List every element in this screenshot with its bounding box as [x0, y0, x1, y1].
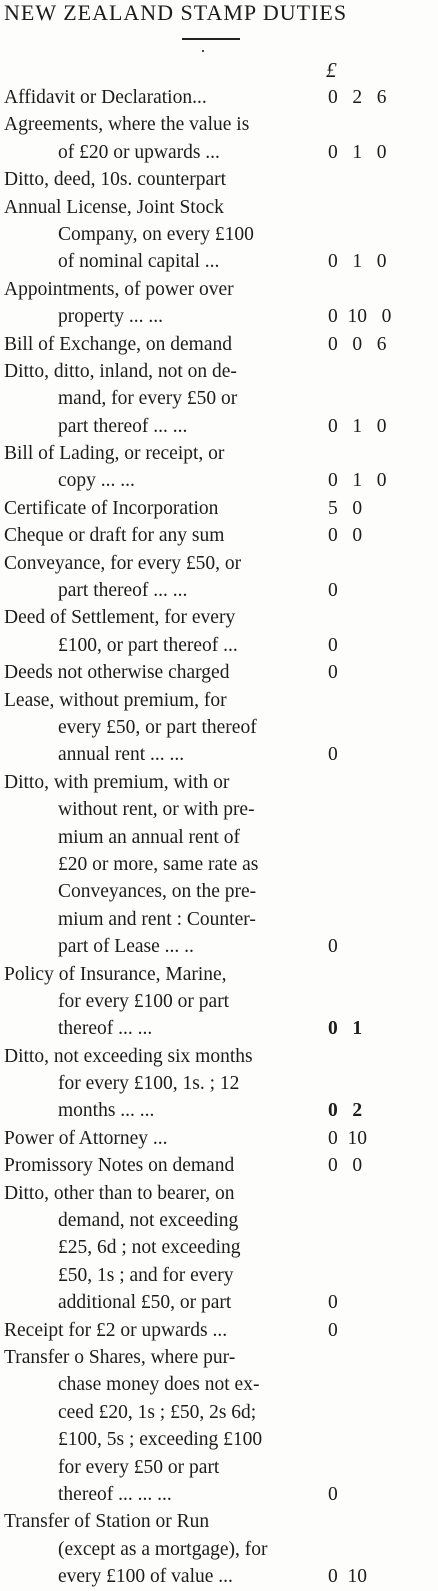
schedule-line — [0, 577, 438, 604]
schedule-line — [0, 1152, 438, 1179]
schedule-line-amount: 0 — [328, 1292, 338, 1314]
schedule-line — [0, 961, 438, 988]
schedule-line-text: ceed £20, 1s ; £50, 2s 6d; — [58, 1401, 257, 1423]
schedule-line — [0, 824, 438, 851]
schedule-line-text: Policy of Insurance, Marine, — [4, 963, 227, 985]
schedule-line — [0, 933, 438, 960]
schedule-line — [0, 358, 438, 385]
schedule-line-text: demand, not exceeding — [58, 1210, 239, 1232]
schedule-line — [0, 1344, 438, 1371]
schedule-line-text: part thereof ... ... — [58, 415, 188, 437]
schedule-line — [0, 385, 438, 412]
schedule-line-amount: 0 10 — [328, 1566, 367, 1588]
schedule-line-amount: 0 — [328, 580, 338, 602]
schedule-line — [0, 1426, 438, 1453]
schedule-line — [0, 1508, 438, 1535]
schedule-line — [0, 303, 438, 330]
schedule-line — [0, 1289, 438, 1316]
schedule-line-text: Ditto, deed, 10s. counterpart — [4, 169, 227, 191]
schedule-line-text: mand, for every £50 or — [58, 388, 238, 410]
schedule-line-text: months ... ... — [58, 1100, 155, 1122]
schedule-line-text: for every £50 or part — [58, 1456, 220, 1478]
schedule-line-text: mium an annual rent of — [58, 826, 240, 848]
schedule-line-text: additional £50, or part — [58, 1292, 232, 1314]
schedule-line-text: of £20 or upwards ... — [58, 141, 220, 163]
schedule-line — [0, 1097, 438, 1124]
schedule-line — [0, 1043, 438, 1070]
schedule-line-text: copy ... ... — [58, 470, 135, 492]
ornament-dot — [202, 50, 204, 52]
schedule-line-text: £20 or more, same rate as — [58, 853, 259, 875]
schedule-line-text: Affidavit or Declaration... — [4, 87, 207, 108]
schedule-line-amount: 0 2 6 — [328, 87, 387, 108]
schedule-line-text: Company, on every £100 — [58, 223, 254, 245]
schedule-line — [0, 1317, 438, 1344]
schedule-line-text: of nominal capital ... — [58, 251, 220, 273]
schedule-line — [0, 550, 438, 577]
duty-schedule — [0, 84, 438, 1590]
schedule-line — [0, 1563, 438, 1590]
page-title: NEW ZEALAND STAMP DUTIES — [4, 0, 348, 25]
schedule-line — [0, 248, 438, 275]
schedule-line-amount: 0 — [328, 1483, 338, 1505]
schedule-line-amount: 0 — [328, 744, 338, 766]
schedule-line — [0, 1481, 438, 1508]
schedule-line-text: Certificate of Incorporation — [4, 497, 219, 519]
schedule-line-amount: 0 0 6 — [328, 333, 387, 355]
schedule-line-text: Bill of Lading, or receipt, or — [4, 443, 225, 465]
schedule-line — [0, 796, 438, 823]
schedule-line — [0, 1262, 438, 1289]
schedule-line-amount: 0 2 — [328, 1100, 363, 1122]
schedule-line-text: Receipt for £2 or upwards ... — [4, 1319, 228, 1341]
schedule-line — [0, 194, 438, 221]
schedule-line-text: Bill of Exchange, on demand — [4, 333, 232, 355]
schedule-line — [0, 878, 438, 905]
schedule-line-text: Ditto, other than to bearer, on — [4, 1182, 235, 1204]
schedule-line — [0, 604, 438, 631]
schedule-line — [0, 632, 438, 659]
schedule-line — [0, 1234, 438, 1261]
schedule-line-text: Deed of Settlement, for every — [4, 607, 236, 629]
schedule-line-text: Conveyances, on the pre- — [58, 881, 257, 903]
schedule-line-text: every £50, or part thereof — [58, 716, 257, 738]
schedule-line — [0, 1536, 438, 1563]
schedule-line — [0, 714, 438, 741]
schedule-line-text: Appointments, of power over — [4, 278, 234, 300]
schedule-line-amount: 0 — [328, 1319, 338, 1341]
schedule-line-text: Conveyance, for every £50, or — [4, 552, 242, 574]
schedule-line — [0, 741, 438, 768]
schedule-line-text: £100, or part thereof ... — [58, 634, 238, 656]
schedule-line — [0, 1207, 438, 1234]
schedule-line-amount: 0 0 — [328, 1155, 363, 1177]
schedule-line-text: £100, 5s ; exceeding £100 — [58, 1429, 263, 1451]
schedule-line-text: for every £100, 1s. ; 12 — [58, 1073, 240, 1095]
schedule-line-text: (except as a mortgage), for — [58, 1538, 268, 1560]
schedule-line — [0, 1454, 438, 1481]
schedule-line — [0, 659, 438, 686]
schedule-line-text: thereof ... ... — [58, 1018, 153, 1040]
schedule-line-amount: 5 0 — [328, 497, 363, 519]
schedule-line-text: property ... ... — [58, 306, 164, 328]
schedule-line — [0, 413, 438, 440]
schedule-line-text: £50, 1s ; and for every — [58, 1264, 234, 1286]
currency-header: £ — [326, 58, 337, 82]
schedule-line-text: annual rent ... ... — [58, 744, 185, 766]
schedule-line — [0, 1070, 438, 1097]
schedule-line-amount: 0 0 — [328, 525, 363, 547]
schedule-line-text: Agreements, where the value is — [4, 114, 250, 136]
schedule-line — [0, 166, 438, 193]
schedule-line-text: every £100 of value ... — [58, 1566, 233, 1588]
schedule-line-text: Annual License, Joint Stock — [4, 196, 224, 218]
schedule-line-text: part thereof ... ... — [58, 580, 188, 602]
schedule-line-text: Transfer o Shares, where pur- — [4, 1346, 236, 1368]
schedule-line — [0, 467, 438, 494]
schedule-line — [0, 906, 438, 933]
schedule-line-text: chase money does not ex- — [58, 1374, 260, 1396]
schedule-line-text: Promissory Notes on demand — [4, 1155, 235, 1177]
schedule-line-text: for every £100 or part — [58, 990, 230, 1012]
schedule-line-text: Power of Attorney ... — [4, 1127, 168, 1149]
schedule-line-amount: 0 10 — [328, 1127, 367, 1149]
schedule-line — [0, 440, 438, 467]
schedule-line — [0, 84, 438, 111]
schedule-line-amount: 0 1 0 — [328, 251, 387, 273]
schedule-line-amount: 0 — [328, 936, 338, 958]
schedule-line — [0, 851, 438, 878]
schedule-line — [0, 276, 438, 303]
schedule-line — [0, 988, 438, 1015]
schedule-line-text: Transfer of Station or Run — [4, 1511, 210, 1533]
schedule-line — [0, 1015, 438, 1042]
schedule-line-text: Cheque or draft for any sum — [4, 525, 225, 547]
schedule-line — [0, 769, 438, 796]
schedule-line-amount: 0 1 0 — [328, 415, 387, 437]
schedule-line — [0, 139, 438, 166]
schedule-line-text: without rent, or with pre- — [58, 799, 255, 821]
schedule-line-amount: 0 — [328, 662, 338, 684]
schedule-line-text: Ditto, ditto, inland, not on de- — [4, 360, 237, 382]
schedule-line-text: Deeds not otherwise charged — [4, 662, 230, 684]
title-rule — [182, 38, 240, 40]
schedule-line — [0, 111, 438, 138]
schedule-line — [0, 687, 438, 714]
schedule-line-text: £25, 6d ; not exceeding — [58, 1237, 241, 1259]
schedule-line-text: Ditto, with premium, with or — [4, 771, 230, 793]
schedule-line — [0, 331, 438, 358]
schedule-line — [0, 522, 438, 549]
schedule-line-text: part of Lease ... .. — [58, 936, 194, 958]
schedule-line-amount: 0 10 0 — [328, 306, 392, 328]
schedule-line-amount: 0 1 0 — [328, 470, 387, 492]
schedule-line — [0, 1399, 438, 1426]
schedule-line — [0, 221, 438, 248]
schedule-line-amount: 0 1 0 — [328, 141, 387, 163]
schedule-line — [0, 1371, 438, 1398]
schedule-line — [0, 495, 438, 522]
schedule-line-amount: 0 — [328, 634, 338, 656]
schedule-line-text: mium and rent : Counter- — [58, 908, 256, 930]
schedule-line — [0, 1125, 438, 1152]
schedule-line-amount: 0 1 — [328, 1018, 363, 1040]
schedule-line-text: Lease, without premium, for — [4, 689, 227, 711]
schedule-line-text: thereof ... ... ... — [58, 1483, 172, 1505]
schedule-line-text: Ditto, not exceeding six months — [4, 1045, 253, 1067]
schedule-line — [0, 1180, 438, 1207]
